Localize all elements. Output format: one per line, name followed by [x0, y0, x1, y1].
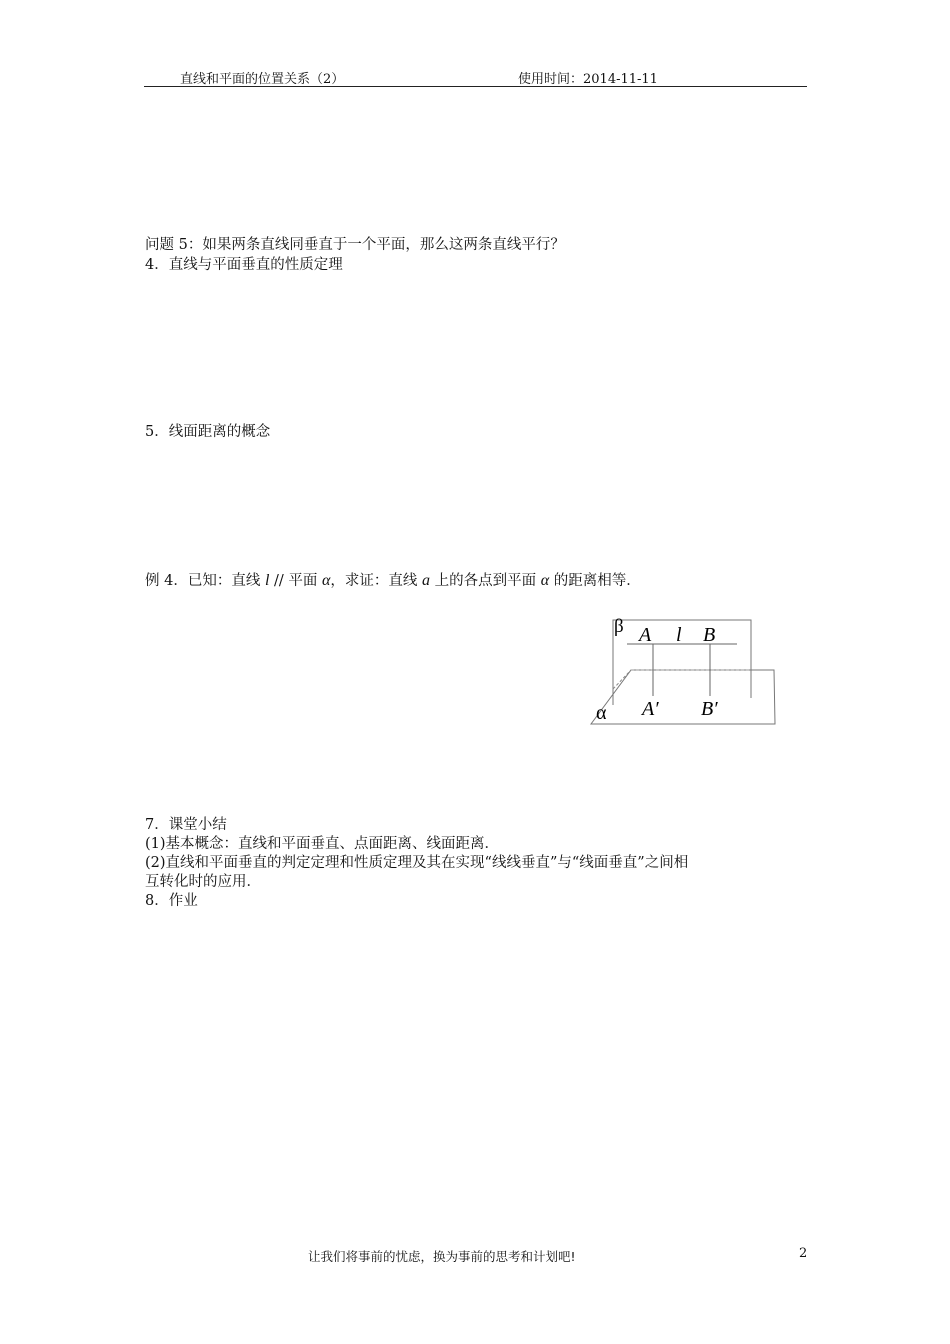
summary-item-2-line-1: (2)直线和平面垂直的判定定理和性质定理及其在实现“线线垂直”与“线面垂直”之间相 — [145, 855, 689, 871]
label-alpha: α — [596, 702, 607, 724]
header-title: 直线和平面的位置关系（2） — [180, 72, 345, 87]
var-alpha: α — [322, 572, 331, 589]
var-alpha: α — [540, 572, 550, 589]
example-4-part3: ，求证：直线 — [330, 573, 423, 589]
summary-item-1: (1)基本概念：直线和平面垂直、点面距离、线面距离． — [145, 836, 500, 852]
label-B: B — [703, 624, 716, 646]
example-4-part2: // 平面 — [269, 573, 323, 589]
plane-beta-outline — [613, 620, 751, 705]
var-l: l — [264, 572, 270, 589]
label-A-prime: A′ — [642, 698, 659, 720]
hidden-edge — [613, 670, 631, 689]
label-beta: β — [614, 616, 624, 637]
section-8-heading: 8．作业 — [145, 893, 198, 909]
summary-item-2-line-2: 互转化时的应用． — [145, 874, 261, 890]
geometry-figure — [585, 612, 785, 732]
section-7-heading: 7．课堂小结 — [145, 817, 227, 833]
page-number: 2 — [799, 1246, 808, 1261]
example-4 — [145, 572, 641, 590]
section-4-heading: 4．直线与平面垂直的性质定理 — [145, 257, 343, 273]
example-4-part1: 例 4．已知：直线 — [145, 573, 265, 589]
plane-alpha-outline — [591, 670, 775, 724]
label-l: l — [676, 624, 682, 646]
footer-motto: 让我们将事前的忧虑，换为事前的思考和计划吧! — [308, 1249, 576, 1264]
label-B-prime: B′ — [701, 698, 718, 720]
example-4-part4: 上的各点到平面 — [430, 573, 541, 589]
var-a: a — [422, 572, 431, 589]
section-5-heading: 5．线面距离的概念 — [145, 424, 271, 440]
example-4-part5: 的距离相等． — [549, 573, 641, 589]
header-date: 使用时间：2014-11-11 — [518, 72, 658, 87]
question-5: 问题 5：如果两条直线同垂直于一个平面，那么这两条直线平行？ — [145, 237, 565, 253]
label-A: A — [639, 624, 652, 646]
header-rule — [144, 86, 807, 87]
